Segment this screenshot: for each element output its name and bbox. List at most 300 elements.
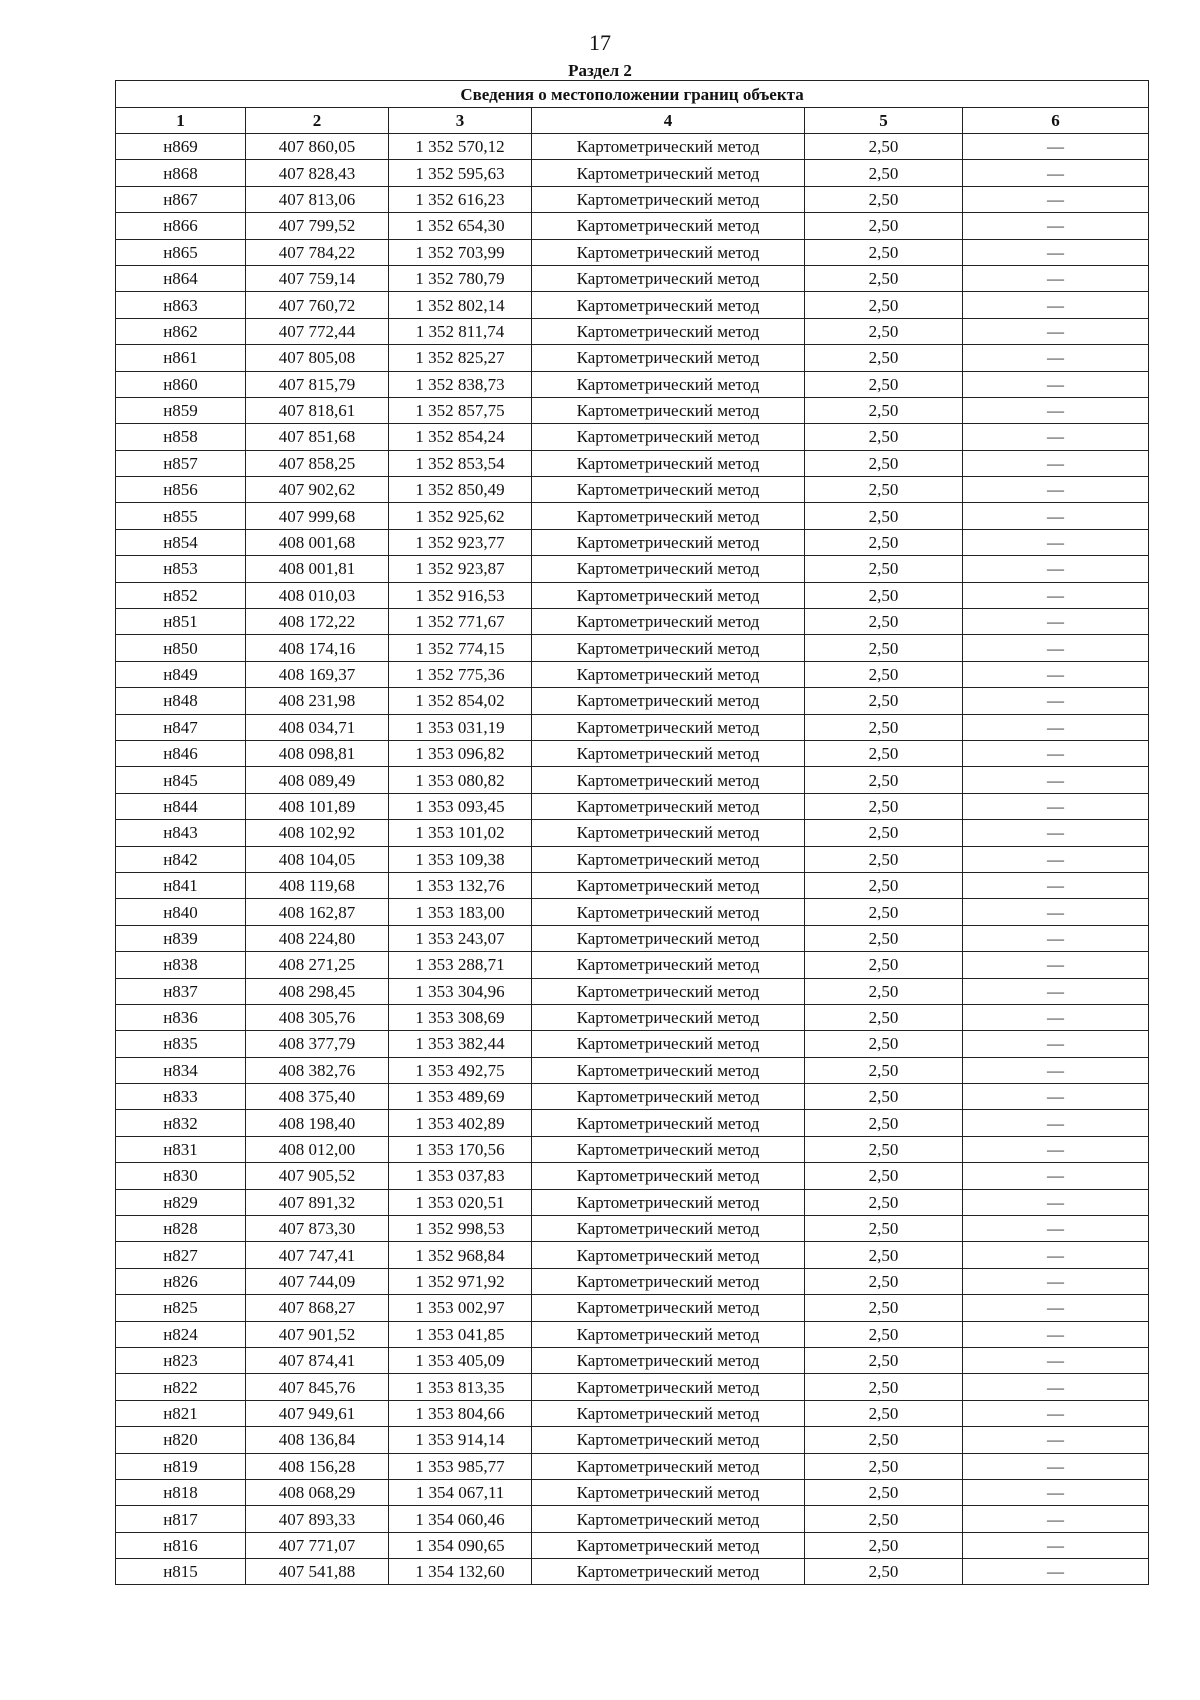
- point-name-cell: н818: [116, 1479, 246, 1505]
- y-coordinate-cell: 1 353 093,45: [389, 793, 532, 819]
- table-row: [116, 239, 1149, 265]
- y-coordinate-cell: 1 352 971,92: [389, 1268, 532, 1294]
- method-cell: Картометрический метод: [532, 1559, 805, 1585]
- method-cell: Картометрический метод: [532, 872, 805, 898]
- accuracy-cell: 2,50: [805, 1400, 963, 1426]
- accuracy-cell: 2,50: [805, 635, 963, 661]
- accuracy-cell: 2,50: [805, 1057, 963, 1083]
- y-coordinate-cell: 1 353 041,85: [389, 1321, 532, 1347]
- y-coordinate-cell: 1 352 774,15: [389, 635, 532, 661]
- y-coordinate-cell: 1 352 925,62: [389, 503, 532, 529]
- table-row: [116, 714, 1149, 740]
- y-coordinate-cell: 1 353 037,83: [389, 1163, 532, 1189]
- point-name-cell: н857: [116, 450, 246, 476]
- x-coordinate-cell: 408 298,45: [246, 978, 389, 1004]
- description-cell: —: [963, 1057, 1149, 1083]
- accuracy-cell: 2,50: [805, 450, 963, 476]
- y-coordinate-cell: 1 352 570,12: [389, 134, 532, 160]
- method-cell: Картометрический метод: [532, 450, 805, 476]
- point-name-cell: н858: [116, 424, 246, 450]
- description-cell: —: [963, 688, 1149, 714]
- x-coordinate-cell: 407 858,25: [246, 450, 389, 476]
- accuracy-cell: 2,50: [805, 529, 963, 555]
- table-row: [116, 1268, 1149, 1294]
- table-row: [116, 767, 1149, 793]
- description-cell: —: [963, 820, 1149, 846]
- method-cell: Картометрический метод: [532, 1321, 805, 1347]
- method-cell: Картометрический метод: [532, 1031, 805, 1057]
- point-name-cell: н816: [116, 1532, 246, 1558]
- description-cell: —: [963, 134, 1149, 160]
- accuracy-cell: 2,50: [805, 1374, 963, 1400]
- description-cell: —: [963, 1136, 1149, 1162]
- description-cell: —: [963, 477, 1149, 503]
- x-coordinate-cell: 407 949,61: [246, 1400, 389, 1426]
- table-row: [116, 582, 1149, 608]
- description-cell: —: [963, 397, 1149, 423]
- point-name-cell: н833: [116, 1084, 246, 1110]
- point-name-cell: н846: [116, 740, 246, 766]
- point-name-cell: н822: [116, 1374, 246, 1400]
- x-coordinate-cell: 408 224,80: [246, 925, 389, 951]
- point-name-cell: н853: [116, 556, 246, 582]
- point-name-cell: н855: [116, 503, 246, 529]
- point-name-cell: н828: [116, 1216, 246, 1242]
- description-cell: —: [963, 767, 1149, 793]
- description-cell: —: [963, 1189, 1149, 1215]
- y-coordinate-cell: 1 354 060,46: [389, 1506, 532, 1532]
- accuracy-cell: 2,50: [805, 1084, 963, 1110]
- method-cell: Картометрический метод: [532, 424, 805, 450]
- y-coordinate-cell: 1 352 853,54: [389, 450, 532, 476]
- x-coordinate-cell: 407 784,22: [246, 239, 389, 265]
- description-cell: —: [963, 978, 1149, 1004]
- table-row: [116, 529, 1149, 555]
- description-cell: —: [963, 952, 1149, 978]
- point-name-cell: н841: [116, 872, 246, 898]
- y-coordinate-cell: 1 353 402,89: [389, 1110, 532, 1136]
- description-cell: —: [963, 1374, 1149, 1400]
- method-cell: Картометрический метод: [532, 134, 805, 160]
- point-name-cell: н845: [116, 767, 246, 793]
- x-coordinate-cell: 407 845,76: [246, 1374, 389, 1400]
- accuracy-cell: 2,50: [805, 846, 963, 872]
- accuracy-cell: 2,50: [805, 1004, 963, 1030]
- column-number: 3: [389, 108, 532, 134]
- method-cell: Картометрический метод: [532, 1163, 805, 1189]
- x-coordinate-cell: 407 799,52: [246, 213, 389, 239]
- point-name-cell: н843: [116, 820, 246, 846]
- description-cell: —: [963, 1453, 1149, 1479]
- accuracy-cell: 2,50: [805, 952, 963, 978]
- table-row: [116, 978, 1149, 1004]
- table-row: [116, 1532, 1149, 1558]
- x-coordinate-cell: 407 873,30: [246, 1216, 389, 1242]
- table-row: [116, 1031, 1149, 1057]
- point-name-cell: н861: [116, 345, 246, 371]
- description-cell: —: [963, 899, 1149, 925]
- description-cell: —: [963, 925, 1149, 951]
- point-name-cell: н821: [116, 1400, 246, 1426]
- x-coordinate-cell: 408 198,40: [246, 1110, 389, 1136]
- accuracy-cell: 2,50: [805, 688, 963, 714]
- point-name-cell: н838: [116, 952, 246, 978]
- description-cell: —: [963, 371, 1149, 397]
- point-name-cell: н820: [116, 1427, 246, 1453]
- accuracy-cell: 2,50: [805, 1479, 963, 1505]
- table-row: [116, 292, 1149, 318]
- point-name-cell: н862: [116, 318, 246, 344]
- y-coordinate-cell: 1 353 183,00: [389, 899, 532, 925]
- accuracy-cell: 2,50: [805, 820, 963, 846]
- description-cell: —: [963, 793, 1149, 819]
- method-cell: Картометрический метод: [532, 846, 805, 872]
- description-cell: —: [963, 529, 1149, 555]
- accuracy-cell: 2,50: [805, 1216, 963, 1242]
- description-cell: —: [963, 609, 1149, 635]
- table-row: [116, 186, 1149, 212]
- y-coordinate-cell: 1 352 850,49: [389, 477, 532, 503]
- accuracy-cell: 2,50: [805, 1532, 963, 1558]
- method-cell: Картометрический метод: [532, 397, 805, 423]
- table-row: [116, 1189, 1149, 1215]
- description-cell: —: [963, 292, 1149, 318]
- method-cell: Картометрический метод: [532, 661, 805, 687]
- point-name-cell: н839: [116, 925, 246, 951]
- method-cell: Картометрический метод: [532, 820, 805, 846]
- table-row: [116, 635, 1149, 661]
- point-name-cell: н864: [116, 265, 246, 291]
- x-coordinate-cell: 407 902,62: [246, 477, 389, 503]
- x-coordinate-cell: 407 813,06: [246, 186, 389, 212]
- method-cell: Картометрический метод: [532, 160, 805, 186]
- point-name-cell: н836: [116, 1004, 246, 1030]
- accuracy-cell: 2,50: [805, 1427, 963, 1453]
- method-cell: Картометрический метод: [532, 265, 805, 291]
- y-coordinate-cell: 1 353 382,44: [389, 1031, 532, 1057]
- y-coordinate-cell: 1 353 308,69: [389, 1004, 532, 1030]
- description-cell: —: [963, 1532, 1149, 1558]
- method-cell: Картометрический метод: [532, 1532, 805, 1558]
- description-cell: —: [963, 503, 1149, 529]
- x-coordinate-cell: 408 068,29: [246, 1479, 389, 1505]
- x-coordinate-cell: 407 851,68: [246, 424, 389, 450]
- x-coordinate-cell: 407 771,07: [246, 1532, 389, 1558]
- method-cell: Картометрический метод: [532, 292, 805, 318]
- description-cell: —: [963, 1004, 1149, 1030]
- point-name-cell: н865: [116, 239, 246, 265]
- table-row: [116, 1242, 1149, 1268]
- y-coordinate-cell: 1 352 802,14: [389, 292, 532, 318]
- accuracy-cell: 2,50: [805, 186, 963, 212]
- y-coordinate-cell: 1 354 090,65: [389, 1532, 532, 1558]
- x-coordinate-cell: 408 377,79: [246, 1031, 389, 1057]
- table-row: [116, 1004, 1149, 1030]
- y-coordinate-cell: 1 353 002,97: [389, 1295, 532, 1321]
- y-coordinate-cell: 1 353 109,38: [389, 846, 532, 872]
- method-cell: Картометрический метод: [532, 740, 805, 766]
- description-cell: —: [963, 1268, 1149, 1294]
- point-name-cell: н868: [116, 160, 246, 186]
- point-name-cell: н866: [116, 213, 246, 239]
- point-name-cell: н827: [116, 1242, 246, 1268]
- description-cell: —: [963, 846, 1149, 872]
- method-cell: Картометрический метод: [532, 1110, 805, 1136]
- table-row: [116, 846, 1149, 872]
- method-cell: Картометрический метод: [532, 477, 805, 503]
- y-coordinate-cell: 1 352 854,24: [389, 424, 532, 450]
- point-name-cell: н869: [116, 134, 246, 160]
- description-cell: —: [963, 1347, 1149, 1373]
- accuracy-cell: 2,50: [805, 424, 963, 450]
- column-number-row: [116, 108, 1149, 134]
- y-coordinate-cell: 1 353 985,77: [389, 1453, 532, 1479]
- method-cell: Картометрический метод: [532, 1506, 805, 1532]
- y-coordinate-cell: 1 354 067,11: [389, 1479, 532, 1505]
- point-name-cell: н842: [116, 846, 246, 872]
- table-row: [116, 345, 1149, 371]
- accuracy-cell: 2,50: [805, 1031, 963, 1057]
- description-cell: —: [963, 345, 1149, 371]
- description-cell: —: [963, 556, 1149, 582]
- x-coordinate-cell: 408 169,37: [246, 661, 389, 687]
- description-cell: —: [963, 318, 1149, 344]
- method-cell: Картометрический метод: [532, 503, 805, 529]
- table-row: [116, 265, 1149, 291]
- accuracy-cell: 2,50: [805, 1321, 963, 1347]
- accuracy-cell: 2,50: [805, 1189, 963, 1215]
- x-coordinate-cell: 407 772,44: [246, 318, 389, 344]
- x-coordinate-cell: 408 012,00: [246, 1136, 389, 1162]
- x-coordinate-cell: 407 868,27: [246, 1295, 389, 1321]
- description-cell: —: [963, 265, 1149, 291]
- y-coordinate-cell: 1 352 857,75: [389, 397, 532, 423]
- method-cell: Картометрический метод: [532, 1347, 805, 1373]
- x-coordinate-cell: 407 818,61: [246, 397, 389, 423]
- x-coordinate-cell: 408 172,22: [246, 609, 389, 635]
- column-number: 1: [116, 108, 246, 134]
- method-cell: Картометрический метод: [532, 1004, 805, 1030]
- table-row: [116, 160, 1149, 186]
- column-number: 6: [963, 108, 1149, 134]
- point-name-cell: н830: [116, 1163, 246, 1189]
- table-row: [116, 740, 1149, 766]
- table-row: [116, 134, 1149, 160]
- table-row: [116, 661, 1149, 687]
- description-cell: —: [963, 1242, 1149, 1268]
- x-coordinate-cell: 408 382,76: [246, 1057, 389, 1083]
- y-coordinate-cell: 1 352 775,36: [389, 661, 532, 687]
- y-coordinate-cell: 1 353 914,14: [389, 1427, 532, 1453]
- accuracy-cell: 2,50: [805, 345, 963, 371]
- x-coordinate-cell: 407 747,41: [246, 1242, 389, 1268]
- column-number: 4: [532, 108, 805, 134]
- method-cell: Картометрический метод: [532, 1084, 805, 1110]
- accuracy-cell: 2,50: [805, 609, 963, 635]
- point-name-cell: н852: [116, 582, 246, 608]
- description-cell: —: [963, 1400, 1149, 1426]
- point-name-cell: н825: [116, 1295, 246, 1321]
- column-number: 2: [246, 108, 389, 134]
- method-cell: Картометрический метод: [532, 529, 805, 555]
- boundary-coordinates-table: [115, 80, 1149, 1585]
- point-name-cell: н844: [116, 793, 246, 819]
- point-name-cell: н829: [116, 1189, 246, 1215]
- description-cell: —: [963, 1163, 1149, 1189]
- method-cell: Картометрический метод: [532, 1268, 805, 1294]
- y-coordinate-cell: 1 354 132,60: [389, 1559, 532, 1585]
- x-coordinate-cell: 407 874,41: [246, 1347, 389, 1373]
- y-coordinate-cell: 1 353 101,02: [389, 820, 532, 846]
- x-coordinate-cell: 408 136,84: [246, 1427, 389, 1453]
- method-cell: Картометрический метод: [532, 1427, 805, 1453]
- accuracy-cell: 2,50: [805, 1453, 963, 1479]
- x-coordinate-cell: 408 174,16: [246, 635, 389, 661]
- method-cell: Картометрический метод: [532, 1295, 805, 1321]
- x-coordinate-cell: 407 805,08: [246, 345, 389, 371]
- accuracy-cell: 2,50: [805, 213, 963, 239]
- x-coordinate-cell: 407 860,05: [246, 134, 389, 160]
- table-row: [116, 899, 1149, 925]
- y-coordinate-cell: 1 352 616,23: [389, 186, 532, 212]
- description-cell: —: [963, 213, 1149, 239]
- x-coordinate-cell: 408 104,05: [246, 846, 389, 872]
- point-name-cell: н863: [116, 292, 246, 318]
- accuracy-cell: 2,50: [805, 397, 963, 423]
- method-cell: Картометрический метод: [532, 1189, 805, 1215]
- description-cell: —: [963, 872, 1149, 898]
- accuracy-cell: 2,50: [805, 318, 963, 344]
- table-row: [116, 397, 1149, 423]
- accuracy-cell: 2,50: [805, 899, 963, 925]
- accuracy-cell: 2,50: [805, 556, 963, 582]
- accuracy-cell: 2,50: [805, 1295, 963, 1321]
- point-name-cell: н824: [116, 1321, 246, 1347]
- y-coordinate-cell: 1 353 492,75: [389, 1057, 532, 1083]
- x-coordinate-cell: 407 905,52: [246, 1163, 389, 1189]
- table-row: [116, 1506, 1149, 1532]
- y-coordinate-cell: 1 352 780,79: [389, 265, 532, 291]
- method-cell: Картометрический метод: [532, 345, 805, 371]
- method-cell: Картометрический метод: [532, 556, 805, 582]
- y-coordinate-cell: 1 353 304,96: [389, 978, 532, 1004]
- table-row: [116, 793, 1149, 819]
- y-coordinate-cell: 1 352 811,74: [389, 318, 532, 344]
- accuracy-cell: 2,50: [805, 477, 963, 503]
- table-title-row: [116, 81, 1149, 108]
- point-name-cell: н831: [116, 1136, 246, 1162]
- x-coordinate-cell: 407 901,52: [246, 1321, 389, 1347]
- y-coordinate-cell: 1 353 288,71: [389, 952, 532, 978]
- description-cell: —: [963, 1559, 1149, 1585]
- method-cell: Картометрический метод: [532, 186, 805, 212]
- description-cell: —: [963, 424, 1149, 450]
- description-cell: —: [963, 186, 1149, 212]
- point-name-cell: н850: [116, 635, 246, 661]
- description-cell: —: [963, 1479, 1149, 1505]
- description-cell: —: [963, 239, 1149, 265]
- accuracy-cell: 2,50: [805, 239, 963, 265]
- method-cell: Картометрический метод: [532, 1400, 805, 1426]
- y-coordinate-cell: 1 352 968,84: [389, 1242, 532, 1268]
- method-cell: Картометрический метод: [532, 688, 805, 714]
- accuracy-cell: 2,50: [805, 661, 963, 687]
- x-coordinate-cell: 408 010,03: [246, 582, 389, 608]
- table-row: [116, 1347, 1149, 1373]
- method-cell: Картометрический метод: [532, 1453, 805, 1479]
- accuracy-cell: 2,50: [805, 1242, 963, 1268]
- x-coordinate-cell: 408 119,68: [246, 872, 389, 898]
- table-row: [116, 688, 1149, 714]
- point-name-cell: н819: [116, 1453, 246, 1479]
- y-coordinate-cell: 1 352 595,63: [389, 160, 532, 186]
- table-row: [116, 424, 1149, 450]
- description-cell: —: [963, 582, 1149, 608]
- accuracy-cell: 2,50: [805, 714, 963, 740]
- table-row: [116, 1136, 1149, 1162]
- description-cell: —: [963, 1084, 1149, 1110]
- accuracy-cell: 2,50: [805, 872, 963, 898]
- x-coordinate-cell: 407 999,68: [246, 503, 389, 529]
- y-coordinate-cell: 1 353 031,19: [389, 714, 532, 740]
- accuracy-cell: 2,50: [805, 503, 963, 529]
- table-row: [116, 1479, 1149, 1505]
- table-body: [116, 134, 1149, 1585]
- table-header: [116, 81, 1149, 134]
- method-cell: Картометрический метод: [532, 582, 805, 608]
- y-coordinate-cell: 1 353 020,51: [389, 1189, 532, 1215]
- description-cell: —: [963, 1506, 1149, 1532]
- point-name-cell: н867: [116, 186, 246, 212]
- y-coordinate-cell: 1 353 132,76: [389, 872, 532, 898]
- point-name-cell: н826: [116, 1268, 246, 1294]
- point-name-cell: н834: [116, 1057, 246, 1083]
- x-coordinate-cell: 408 001,68: [246, 529, 389, 555]
- y-coordinate-cell: 1 352 998,53: [389, 1216, 532, 1242]
- y-coordinate-cell: 1 352 703,99: [389, 239, 532, 265]
- x-coordinate-cell: 407 891,32: [246, 1189, 389, 1215]
- method-cell: Картометрический метод: [532, 925, 805, 951]
- y-coordinate-cell: 1 352 825,27: [389, 345, 532, 371]
- accuracy-cell: 2,50: [805, 1110, 963, 1136]
- y-coordinate-cell: 1 353 813,35: [389, 1374, 532, 1400]
- table-row: [116, 1321, 1149, 1347]
- description-cell: —: [963, 661, 1149, 687]
- y-coordinate-cell: 1 353 096,82: [389, 740, 532, 766]
- accuracy-cell: 2,50: [805, 1347, 963, 1373]
- column-number: 5: [805, 108, 963, 134]
- table-row: [116, 1453, 1149, 1479]
- x-coordinate-cell: 408 034,71: [246, 714, 389, 740]
- point-name-cell: н860: [116, 371, 246, 397]
- description-cell: —: [963, 740, 1149, 766]
- accuracy-cell: 2,50: [805, 767, 963, 793]
- method-cell: Картометрический метод: [532, 1374, 805, 1400]
- x-coordinate-cell: 408 162,87: [246, 899, 389, 925]
- table-row: [116, 872, 1149, 898]
- x-coordinate-cell: 408 271,25: [246, 952, 389, 978]
- y-coordinate-cell: 1 352 923,87: [389, 556, 532, 582]
- method-cell: Картометрический метод: [532, 1242, 805, 1268]
- table-row: [116, 1163, 1149, 1189]
- description-cell: —: [963, 160, 1149, 186]
- y-coordinate-cell: 1 353 405,09: [389, 1347, 532, 1373]
- method-cell: Картометрический метод: [532, 239, 805, 265]
- table-row: [116, 477, 1149, 503]
- x-coordinate-cell: 407 744,09: [246, 1268, 389, 1294]
- accuracy-cell: 2,50: [805, 1506, 963, 1532]
- page-number: 17: [589, 30, 611, 55]
